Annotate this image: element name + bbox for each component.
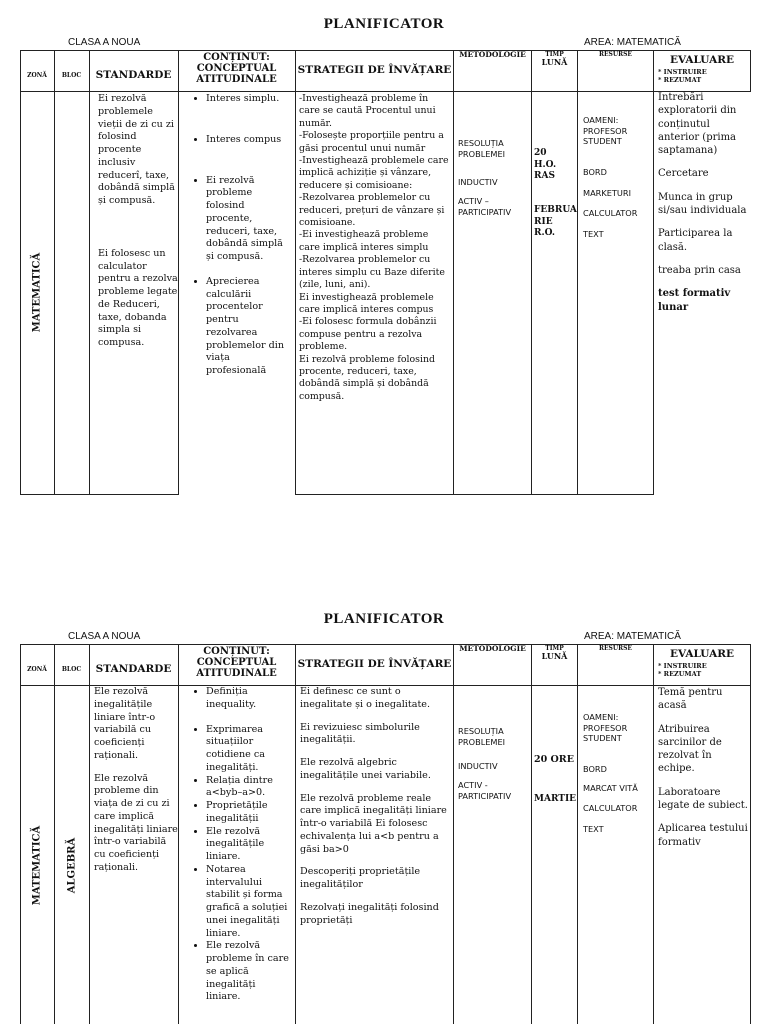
strategie-item: Rezolvați inegalități folosind proprietăți: [300, 901, 439, 926]
resursa-item: BORD: [583, 763, 607, 774]
header-rezumat: * REZUMAT: [658, 76, 702, 84]
strategie-item: -Rezolvarea problemelor cu interes simplu cu Baze diferite (zile, luni, ani).: [299, 254, 445, 291]
standarde-cell: [98, 93, 180, 350]
continut-item: • Exprimarea situațiilor cotidiene ca inegalități.: [206, 724, 292, 775]
strategie-item: Ele rezolvă probleme reale care implică inegalități liniare într-o variabilă Ei folosesc echivalența lui a<b pentru a găsi ba>0: [300, 792, 447, 855]
metodologie-cell: [458, 138, 530, 217]
standard-item: Ele rezolvă probleme din viața de zi cu zi care implică inegalități liniare într-o variabilă cu coeficienți raționali.: [94, 772, 178, 873]
continut-item: • Aprecierea calculării procentelor pentru rezolvarea problemelor din viața profesională: [206, 276, 292, 378]
header-continut: CONȚINUT: CONCEPTUAL ATITUDINALE: [196, 52, 277, 85]
strategie-item: -Investighează probleme în care se caută Procentul unui număr.: [299, 93, 436, 129]
strategie-item: Ei rezolvă probleme folosind procente, reduceri, taxe, dobândă simplă și dobândă compusă.: [299, 353, 435, 402]
page-title-2: PLANIFICATOR: [323, 611, 445, 627]
standard-item: Ei rezolvă problemele vieții de zi cu zi folosind procente inclusiv reducerî, taxe, dobândă simplă și compusă.: [98, 93, 175, 206]
strategii-cell: [300, 686, 452, 927]
header-instruire: * INSTRUIRE: [658, 68, 707, 76]
strategie-item: -Investighează problemele care implică achiziție și vânzare, reducere și comisioane:: [299, 155, 449, 191]
header-strategii: STRATEGII DE ÎNVĂȚARE: [297, 64, 452, 76]
resursa-item: TEXT: [583, 823, 604, 834]
bloc-value: ALGEBRĂ: [66, 837, 78, 894]
timp-value: 20 H.O. RAS: [534, 148, 557, 182]
header-standarde: STANDARDE: [95, 663, 172, 675]
evaluare-item: Laboratoare legate de subiect.: [658, 786, 748, 812]
evaluare-item: test formativ lunar: [658, 288, 731, 313]
class-label: CLASA A NOUA: [68, 37, 141, 48]
resursa-item: CALCULATOR: [583, 803, 638, 814]
header-evaluare: EVALUARE: [670, 648, 734, 660]
header-zona: ZONĂ: [27, 72, 47, 79]
standard-item: Ele rezolvă inegalitățile liniare într-o variabilă cu coeficienți raționali.: [94, 686, 156, 761]
evaluare-item: treaba prin casa: [658, 264, 741, 276]
header-continut: CONȚINUT: CONCEPTUAL ATITUDINALE: [196, 646, 277, 679]
standard-item: Ei folosesc un calculator pentru a rezolva probleme legate de Reduceri, taxe, dobanda simpla si compusa.: [98, 247, 178, 348]
evaluare-item: Temă pentru acasă: [658, 687, 723, 712]
strategii-cell: [299, 93, 451, 403]
header-timp: TIMP: [545, 645, 564, 652]
resursa-item: OAMENI: PROFESOR STUDENT: [583, 712, 628, 744]
continut-item: • Proprietățile inegalității: [206, 800, 292, 826]
header-instruire: * INSTRUIRE: [658, 662, 707, 670]
metodologie-item: ACTIV - PARTICIPATIV: [458, 779, 512, 801]
continut-item: • Interes compus: [206, 134, 292, 147]
metodologie-cell: [458, 726, 530, 801]
evaluare-item: Intrebări exploratorii din conținutul anterior (prima saptamana): [658, 92, 737, 157]
continut-item: • Ele rezolvă probleme în care se aplică inegalități liniare.: [206, 940, 292, 1004]
continut-item: • Ele rezolvă inegalitățile liniare.: [206, 826, 292, 864]
evaluare-item: Atribuirea sarcinilor de rezolvat în echipe.: [658, 723, 722, 775]
strategie-item: Ei definesc ce sunt o inegalitate și o inegalitate.: [300, 686, 431, 710]
continut-cell: [180, 93, 292, 378]
resursa-item: MARCAT VITĂ: [583, 782, 638, 793]
metodologie-item: RESOLUȚIA PROBLEMEI: [458, 138, 506, 159]
header-evaluare: EVALUARE: [670, 54, 734, 66]
zona-value: MATEMATICĂ: [31, 252, 43, 333]
evaluare-cell: [658, 91, 750, 314]
header-rezumat: * REZUMAT: [658, 670, 702, 678]
metodologie-item: ACTIV – PARTICIPATIV: [458, 195, 512, 217]
header-resurse: RESURSE: [598, 645, 633, 652]
continut-item: • Notarea intervalului stabilit și forma grafică a soluției unei inegalități liniare.: [206, 864, 292, 941]
zona-value: MATEMATICĂ: [31, 825, 43, 906]
evaluare-cell: [658, 686, 750, 849]
metodologie-item: INDUCTIV: [458, 761, 498, 772]
continut-item: • Definiția inequality.: [206, 686, 292, 712]
strategie-item: -Rezolvarea problemelor cu reduceri, prețuri de vânzare și comisioane.: [299, 192, 445, 229]
continut-item: • Ei rezolvă probleme folosind procente, reduceri, taxe, dobândă simplă și compusă.: [206, 175, 292, 264]
resursa-item: MARKETURI: [583, 187, 631, 198]
header-strategii: STRATEGII DE ÎNVĂȚARE: [297, 658, 452, 670]
continut-item: • Relația dintre a<byb–a>0.: [206, 775, 292, 801]
page-title: PLANIFICATOR: [323, 16, 445, 32]
resurse-cell: [583, 712, 651, 835]
continut-cell: [180, 686, 292, 1004]
continut-item: • Interes simplu.: [206, 93, 292, 106]
metodologie-item: INDUCTIV: [458, 177, 498, 188]
resursa-item: OAMENI: PROFESOR STUDENT: [583, 115, 628, 147]
resursa-item: TEXT: [583, 228, 604, 239]
area-label: AREA: MATEMATICĂ: [584, 37, 681, 48]
header-resurse: RESURSE: [598, 51, 633, 58]
header-zona: ZONĂ: [27, 666, 47, 673]
area-label-2: AREA: MATEMATICĂ: [584, 631, 681, 642]
evaluare-item: Aplicarea testului formativ: [658, 823, 748, 848]
strategie-item: -Folosește proporțiile pentru a găsi procentul unui număr: [299, 130, 444, 154]
evaluare-item: Participarea la clasă.: [658, 228, 733, 253]
strategie-item: Descoperiți proprietățile inegalităților: [300, 866, 421, 890]
header-bloc: BLOC: [61, 666, 82, 673]
header-luna: LUNĂ: [541, 57, 568, 67]
resurse-cell: [583, 115, 651, 240]
strategie-item: Ei revizuiesc simbolurile inegalității.: [300, 721, 420, 746]
luna-value: FEBRUA RIE R.O.: [534, 205, 577, 239]
header-bloc: BLOC: [61, 72, 82, 79]
standarde-cell: [94, 686, 178, 875]
resursa-item: CALCULATOR: [583, 208, 638, 219]
strategie-item: -Ei folosesc formula dobânzii compuse pentru a rezolva probleme.: [299, 316, 437, 353]
evaluare-item: Munca in grup si/sau individuala: [658, 191, 747, 217]
class-label-2: CLASA A NOUA: [68, 631, 141, 642]
header-timp: TIMP: [545, 51, 564, 58]
header-metodologie: METODOLOGIE: [459, 50, 526, 59]
evaluare-item: Cercetare: [658, 168, 709, 180]
metodologie-item: RESOLUȚIA PROBLEMEI: [458, 726, 506, 747]
resursa-item: BORD: [583, 166, 607, 177]
strategie-item: -Ei investighează probleme care implică interes simplu: [299, 229, 429, 253]
header-metodologie: METODOLOGIE: [459, 644, 526, 653]
timp-value: 20 ORE: [534, 754, 574, 765]
strategie-item: Ele rezolvă algebric inegalitățile unei variabile.: [300, 757, 431, 781]
strategie-item: Ei investighează problemele care implică interes compus: [299, 291, 434, 315]
header-luna: LUNĂ: [541, 651, 568, 661]
luna-value: MARTIE: [534, 794, 577, 804]
header-standarde: STANDARDE: [95, 69, 172, 81]
